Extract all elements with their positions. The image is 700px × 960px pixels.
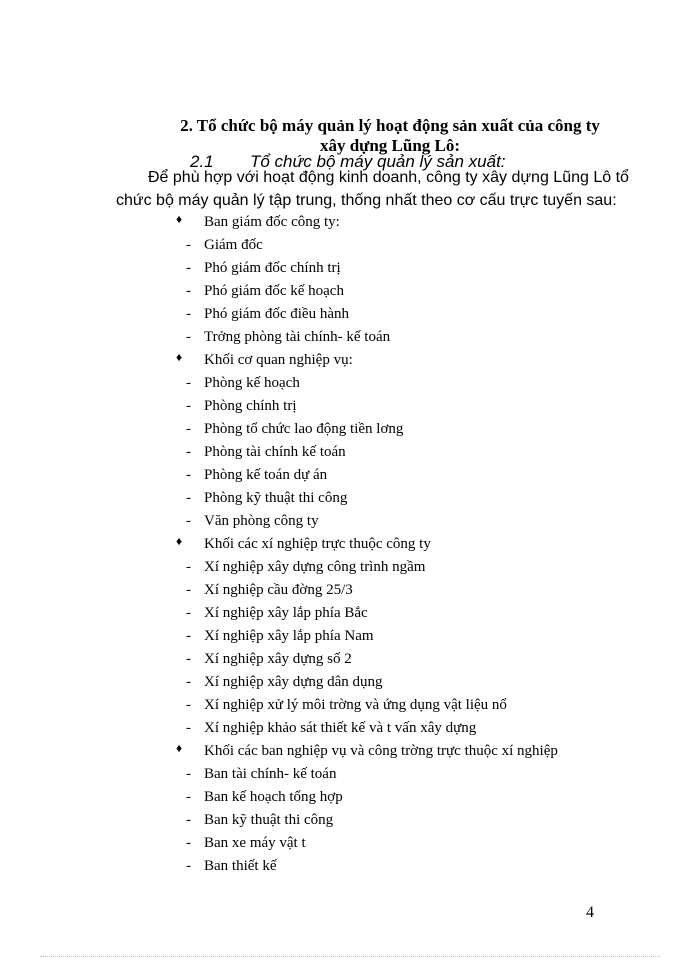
list-item-text: Phòng tài chính kế toán — [204, 444, 346, 460]
section-heading-line-2: xây dựng Lũng Lô: — [319, 136, 461, 155]
dash-bullet-icon: - — [186, 375, 191, 391]
dash-bullet-icon: - — [186, 260, 191, 276]
dash-bullet-icon: - — [186, 674, 191, 690]
dash-bullet-icon: - — [186, 789, 191, 805]
dash-bullet-icon: - — [186, 306, 191, 322]
list-item-text: Ban tài chính- kế toán — [204, 766, 337, 782]
dash-bullet-icon: - — [186, 858, 191, 874]
dash-bullet-icon: - — [186, 628, 191, 644]
dash-bullet-icon: - — [186, 283, 191, 299]
page-number: 4 — [586, 904, 594, 921]
dash-bullet-icon: - — [186, 605, 191, 621]
list-item-text: Xí nghiệp xây dựng số 2 — [204, 651, 352, 667]
dash-bullet-icon: - — [186, 329, 191, 345]
dash-bullet-icon: - — [186, 651, 191, 667]
list-item-text: Phòng tổ chức lao động tiền lơng — [204, 421, 404, 437]
diamond-bullet-icon: ♦ — [176, 212, 183, 226]
diamond-bullet-icon: ♦ — [176, 534, 183, 548]
intro-line-1: Để phù hợp với hoạt động kinh doanh, công ty xây dựng Lũng Lô tổ — [148, 169, 629, 186]
list-item-text: Xí nghiệp xây lắp phía Bắc — [204, 605, 368, 621]
dash-bullet-icon: - — [186, 421, 191, 437]
list-item-text: Phó giám đốc kế hoạch — [204, 283, 344, 299]
group-title: Ban giám đốc công ty: — [204, 214, 340, 230]
dash-bullet-icon: - — [186, 237, 191, 253]
list-item-text: Xí nghiệp xây dựng công trình ngầm — [204, 559, 426, 575]
dash-bullet-icon: - — [186, 582, 191, 598]
list-item-text: Xí nghiệp xây lắp phía Nam — [204, 628, 374, 644]
dash-bullet-icon: - — [186, 559, 191, 575]
list-item-text: Xí nghiệp xây dựng dân dụng — [204, 674, 383, 690]
list-item-text: Ban xe máy vật t — [204, 835, 306, 851]
group-title: Khối cơ quan nghiệp vụ: — [204, 352, 353, 368]
dash-bullet-icon: - — [186, 490, 191, 506]
page-bottom-rule — [40, 956, 660, 957]
diamond-bullet-icon: ♦ — [176, 350, 183, 364]
diamond-bullet-icon: ♦ — [176, 741, 183, 755]
group-title: Khối các ban nghiệp vụ và công trờng trực thuộc xí nghiệp — [204, 743, 558, 759]
list-item-text: Phòng kế toán dự án — [204, 467, 328, 483]
list-item-text: Phòng kế hoạch — [204, 375, 300, 391]
list-item-text: Phó giám đốc chính trị — [204, 260, 341, 276]
list-item-text: Phòng kỹ thuật thi công — [204, 490, 348, 506]
dash-bullet-icon: - — [186, 513, 191, 529]
dash-bullet-icon: - — [186, 766, 191, 782]
list-item-text: Phòng chính trị — [204, 398, 297, 414]
dash-bullet-icon: - — [186, 720, 191, 736]
subsection-number: 2.1 — [190, 152, 214, 171]
list-item-text: Xí nghiệp khảo sát thiết kế và t vấn xây dựng — [204, 720, 477, 736]
dash-bullet-icon: - — [186, 835, 191, 851]
intro-line-2: chức bộ máy quản lý tập trung, thống nhất theo cơ cấu trực tuyến sau: — [116, 192, 617, 209]
subsection-title: Tổ chức bộ máy quản lý sản xuất: — [250, 152, 506, 171]
list-item-text: Phó giám đốc điều hành — [204, 306, 349, 322]
list-item-text: Xí nghiệp xử lý môi trờng và ứng dụng vật liệu nổ — [204, 697, 507, 713]
dash-bullet-icon: - — [186, 697, 191, 713]
list-item-text: Xí nghiệp cầu đờng 25/3 — [204, 582, 353, 598]
list-item-text: Ban kỹ thuật thi công — [204, 812, 334, 828]
list-item-text: Trởng phòng tài chính- kế toán — [204, 329, 391, 345]
group-title: Khối các xí nghiệp trực thuộc công ty — [204, 536, 431, 552]
section-heading-line-1: 2. Tổ chức bộ máy quản lý hoạt động sản xuất của công ty — [180, 116, 600, 135]
list-item-text: Giám đốc — [204, 237, 263, 253]
dash-bullet-icon: - — [186, 467, 191, 483]
dash-bullet-icon: - — [186, 444, 191, 460]
list-item-text: Văn phòng công ty — [204, 513, 319, 529]
dash-bullet-icon: - — [186, 398, 191, 414]
dash-bullet-icon: - — [186, 812, 191, 828]
list-item-text: Ban kế hoạch tổng hợp — [204, 789, 343, 805]
list-item-text: Ban thiết kế — [204, 858, 277, 874]
